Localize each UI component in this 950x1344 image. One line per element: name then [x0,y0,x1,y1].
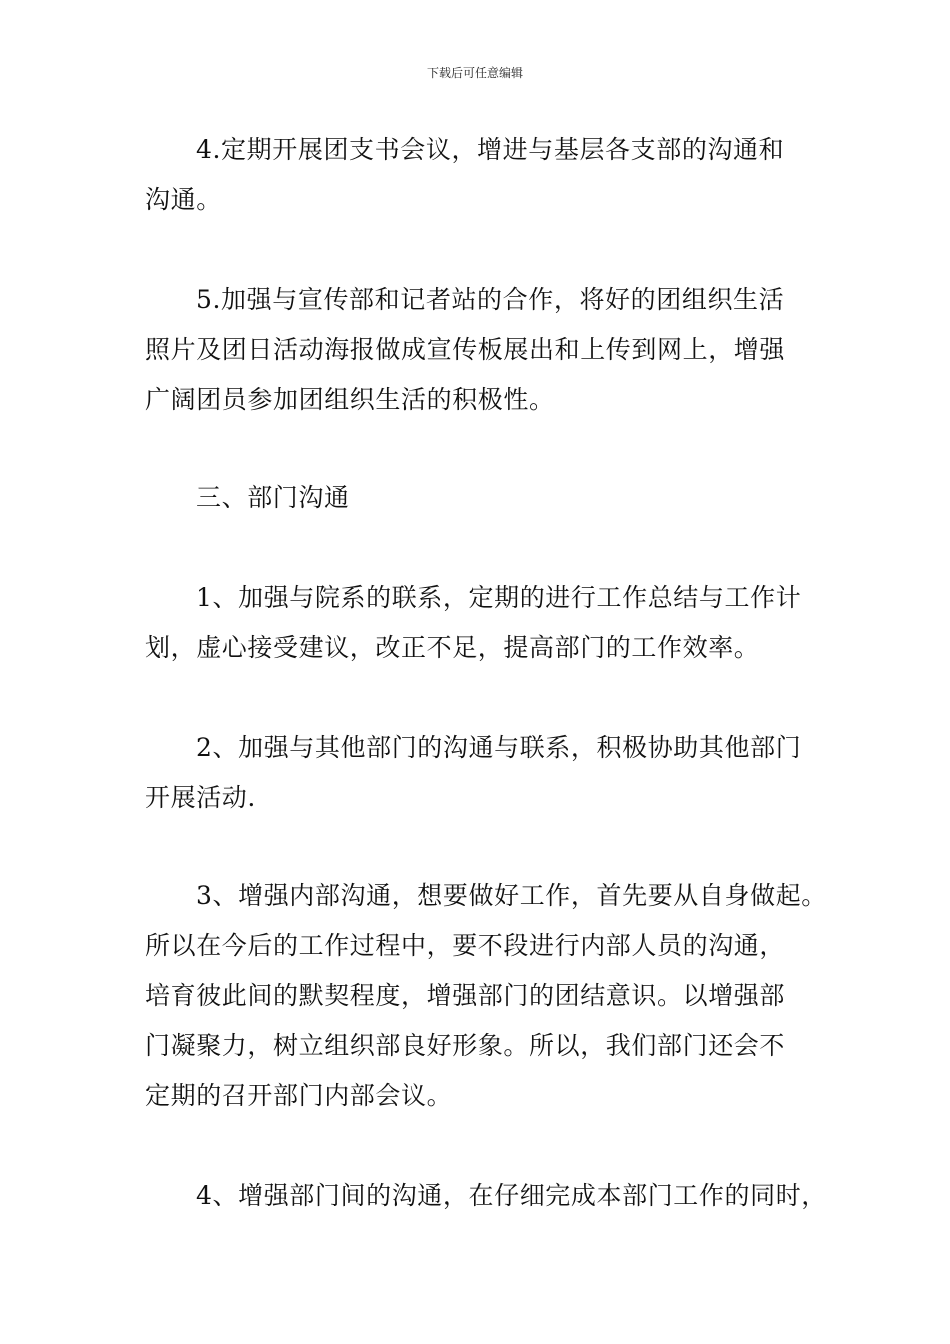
paragraph-line: 照片及团日活动海报做成宣传板展出和上传到网上，增强 [145,335,786,364]
paragraph-line: 定期的召开部门内部会议。 [145,1081,453,1110]
paragraph-line: 门凝聚力，树立组织部良好形象。所以，我们部门还会不 [145,1031,786,1060]
paragraph-line: 3、增强内部沟通，想要做好工作，首先要从自身做起。 [196,881,827,910]
section-heading: 三、部门沟通 [196,483,350,512]
paragraph-line: 广阔团员参加团组织生活的积极性。 [145,385,555,414]
paragraph-line: 1、加强与院系的联系，定期的进行工作总结与工作计 [196,583,802,612]
paragraph-line: 开展活动. [145,783,256,812]
paragraph-line: 所以在今后的工作过程中，要不段进行内部人员的沟通， [145,931,786,960]
paragraph-line: 划，虚心接受建议，改正不足，提高部门的工作效率。 [145,633,760,662]
page-header: 下载后可任意编辑 [426,66,523,80]
paragraph-line: 培育彼此间的默契程度，增强部门的团结意识。以增强部 [145,981,786,1010]
paragraph-line: 5.加强与宣传部和记者站的合作，将好的团组织生活 [196,285,785,314]
paragraph-line: 4.定期开展团支书会议，增进与基层各支部的沟通和 [196,135,785,164]
paragraph-line: 2、加强与其他部门的沟通与联系，积极协助其他部门 [196,733,802,762]
paragraph-line: 沟通。 [145,185,222,214]
paragraph-line: 4、增强部门间的沟通，在仔细完成本部门工作的同时， [196,1181,827,1210]
